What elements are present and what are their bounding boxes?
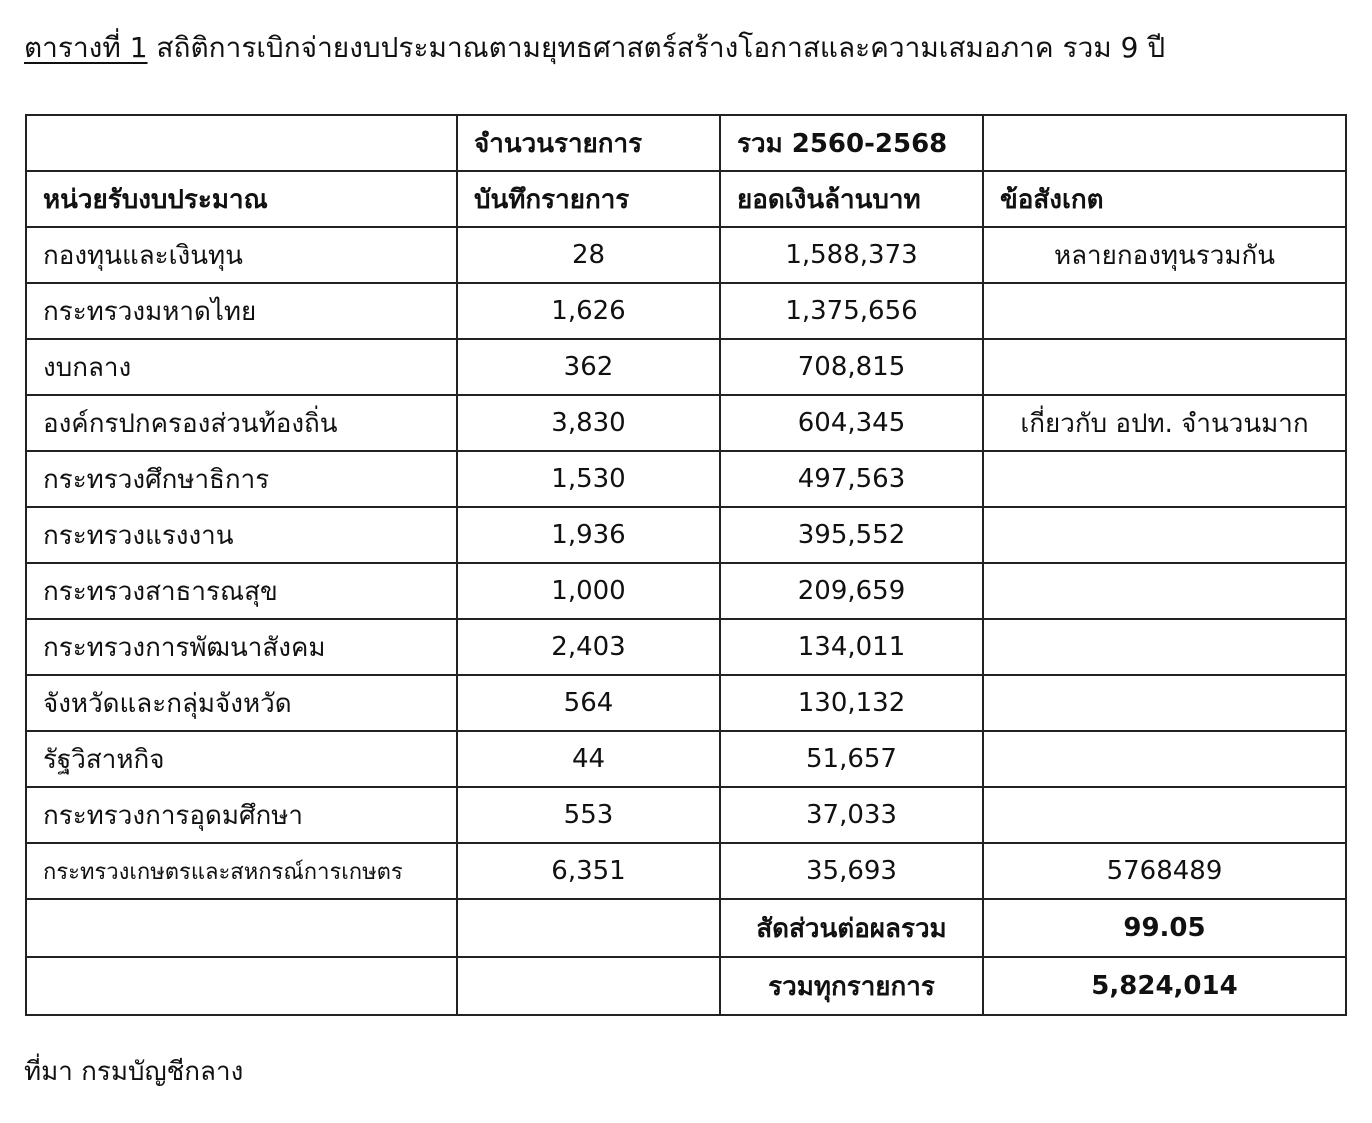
table-row [26, 451, 1346, 507]
table-row [26, 675, 1346, 731]
table-row [26, 227, 1346, 283]
note-cell [983, 787, 1346, 843]
header-cell [26, 115, 457, 171]
amount-cell: 604,345 [720, 395, 983, 451]
unit-cell: กระทรวงศึกษาธิการ [26, 451, 457, 507]
note-cell: เกี่ยวกับ อปท. จำนวนมาก [983, 395, 1346, 451]
header-cell [983, 115, 1346, 171]
header-row-1 [26, 115, 1346, 171]
amount-cell: 37,033 [720, 787, 983, 843]
total-value: 5,824,014 [983, 957, 1346, 1015]
unit-cell: กระทรวงมหาดไทย [26, 283, 457, 339]
amount-cell: 1,588,373 [720, 227, 983, 283]
source-note: ที่มา กรมบัญชีกลาง [24, 1057, 244, 1087]
note-cell [983, 507, 1346, 563]
header-row-2 [26, 171, 1346, 227]
amount-cell: 708,815 [720, 339, 983, 395]
header-cell: รวม 2560-2568 [720, 115, 983, 171]
total-label: รวมทุกรายการ [720, 957, 983, 1015]
amount-cell: 395,552 [720, 507, 983, 563]
amount-cell: 51,657 [720, 731, 983, 787]
count-cell: 6,351 [457, 843, 720, 899]
total-row [26, 957, 1346, 1015]
amount-cell: 35,693 [720, 843, 983, 899]
budget-table [25, 114, 1347, 1016]
header-cell: บันทึกรายการ [457, 171, 720, 227]
note-cell [983, 619, 1346, 675]
empty-cell [457, 957, 720, 1015]
header-cell: ยอดเงินล้านบาท [720, 171, 983, 227]
table-row [26, 339, 1346, 395]
amount-cell: 134,011 [720, 619, 983, 675]
note-cell: 5768489 [983, 843, 1346, 899]
count-cell: 1,530 [457, 451, 720, 507]
table-title-text: สถิติการเบิกจ่ายงบประมาณตามยุทธศาสตร์สร้างโอกาสและความเสมอภาค รวม 9 ปี [156, 31, 1166, 64]
empty-cell [457, 899, 720, 957]
table-row [26, 283, 1346, 339]
count-cell: 553 [457, 787, 720, 843]
note-cell [983, 731, 1346, 787]
unit-cell: รัฐวิสาหกิจ [26, 731, 457, 787]
amount-cell: 130,132 [720, 675, 983, 731]
amount-cell: 497,563 [720, 451, 983, 507]
note-cell [983, 563, 1346, 619]
table-title [24, 28, 1165, 68]
table-row [26, 619, 1346, 675]
ratio-value: 99.05 [983, 899, 1346, 957]
header-cell: จำนวนรายการ [457, 115, 720, 171]
table-row [26, 731, 1346, 787]
amount-cell: 1,375,656 [720, 283, 983, 339]
count-cell: 1,936 [457, 507, 720, 563]
unit-cell: กระทรวงเกษตรและสหกรณ์การเกษตร [26, 843, 457, 899]
unit-cell: งบกลาง [26, 339, 457, 395]
table-row [26, 563, 1346, 619]
unit-cell: กระทรวงแรงงาน [26, 507, 457, 563]
note-cell [983, 675, 1346, 731]
table-row [26, 395, 1346, 451]
empty-cell [26, 899, 457, 957]
note-cell [983, 339, 1346, 395]
note-cell: หลายกองทุนรวมกัน [983, 227, 1346, 283]
unit-cell: กระทรวงการพัฒนาสังคม [26, 619, 457, 675]
empty-cell [26, 957, 457, 1015]
note-cell [983, 451, 1346, 507]
table-number-label: ตารางที่ 1 [24, 31, 148, 64]
unit-cell: องค์กรปกครองส่วนท้องถิ่น [26, 395, 457, 451]
count-cell: 564 [457, 675, 720, 731]
unit-cell: จังหวัดและกลุ่มจังหวัด [26, 675, 457, 731]
table-row [26, 507, 1346, 563]
header-cell: ข้อสังเกต [983, 171, 1346, 227]
ratio-label: สัดส่วนต่อผลรวม [720, 899, 983, 957]
ratio-row [26, 899, 1346, 957]
table-row [26, 787, 1346, 843]
count-cell: 362 [457, 339, 720, 395]
count-cell: 1,626 [457, 283, 720, 339]
count-cell: 3,830 [457, 395, 720, 451]
note-cell [983, 283, 1346, 339]
count-cell: 1,000 [457, 563, 720, 619]
count-cell: 44 [457, 731, 720, 787]
unit-cell: กองทุนและเงินทุน [26, 227, 457, 283]
unit-cell: กระทรวงการอุดมศึกษา [26, 787, 457, 843]
amount-cell: 209,659 [720, 563, 983, 619]
count-cell: 2,403 [457, 619, 720, 675]
table-row [26, 843, 1346, 899]
unit-cell: กระทรวงสาธารณสุข [26, 563, 457, 619]
header-cell: หน่วยรับงบประมาณ [26, 171, 457, 227]
count-cell: 28 [457, 227, 720, 283]
